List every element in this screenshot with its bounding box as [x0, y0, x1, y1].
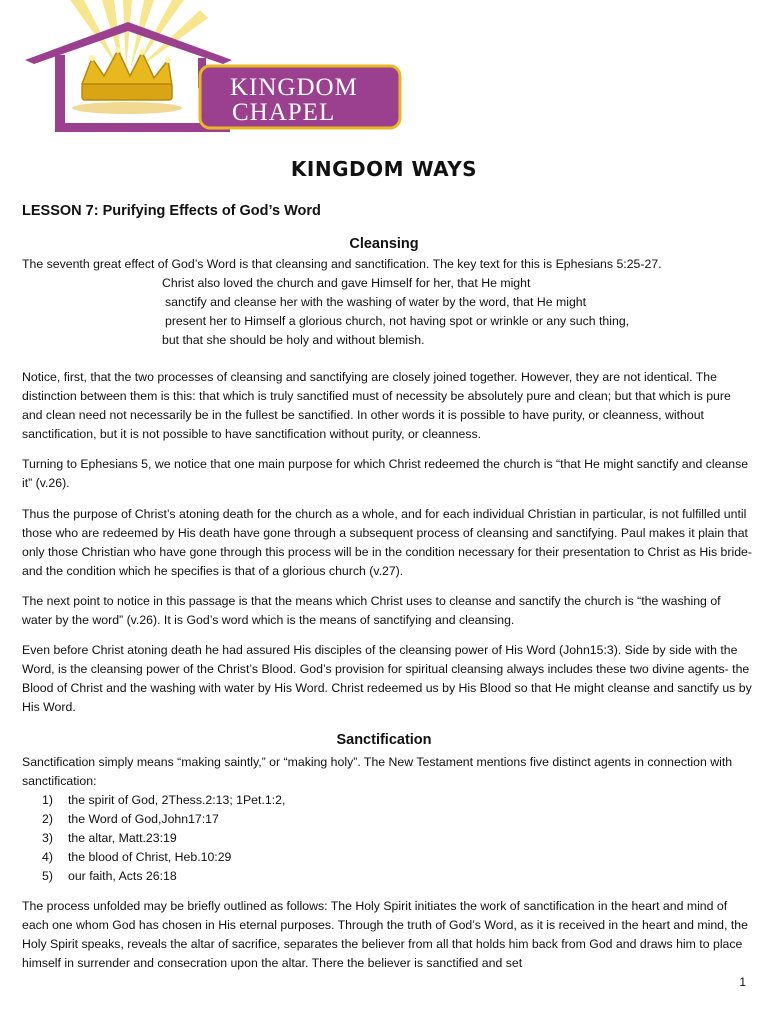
lesson-heading: LESSON 7: Purifying Effects of God’s Word — [22, 203, 321, 219]
list-item: 1) the spirit of God, 2Thess.2:13; 1Pet.1:2, — [42, 793, 286, 807]
paragraph-1: Notice, first, that the two processes of cleansing and sanctifying are closely joined together. However, they are not identical. The distinction between them is this: that which is truly sanctified must of necessity be absolutely pure and clean; but that which is pure and clean need not necessarily be in the fullest be sanctified. In other words it is possible to have purity, or cleanness, without sanctification, but it is not possible to have sanctification without purity, or cleanness. — [22, 370, 731, 441]
list-item: 5) our faith, Acts 26:18 — [42, 869, 177, 883]
logo-text-line1: KINGDOM — [230, 74, 358, 101]
closing-paragraph: The process unfolded may be briefly outlined as follows: The Holy Spirit initiates the work of sanctification in the heart and mind of each one whom God has chosen in His eternal purposes. Through the truth of God’s Word, as it is received in the heart and mind, the Holy Spirit speaks, reveals the altar of sacrifice, separates the believer from all that holds him back from God and draws him to place himself in surrender and consecration upon the altar. There the believer is sanctified and set — [22, 899, 748, 970]
document-title: KINGDOM WAYS — [290, 157, 478, 181]
list-item: 3) the altar, Matt.23:19 — [42, 831, 177, 845]
quote-line-1: Christ also loved the church and gave Himself for her, that He might — [162, 276, 531, 290]
paragraph-4: The next point to notice in this passage is that the means which Christ uses to cleanse and sanctify the church is “the washing of water by the word” (v.26). It is God’s word which is the means of sanctifying and cleansing. — [22, 594, 721, 627]
paragraph-2: Turning to Ephesians 5, we notice that one main purpose for which Christ redeemed the church is “that He might sanctify and cleanse it” (v.26). — [22, 457, 749, 490]
sanctification-intro: Sanctification simply means “making saintly,” or “making holy”. The New Testament mentions five distinct agents in connection with sanctification: — [22, 755, 733, 788]
paragraph-5: Even before Christ atoning death he had assured His disciples of the cleansing power of His Word (John15:3). Side by side with the Word, is the cleansing power of the Christ’s Blood. God’s provision for spiritual cleansing always includes these two divine agents- the Blood of Christ and the washing with water by His Word. Christ redeemed us by His Blood so that He might cleanse and sanctify us by His Word. — [22, 643, 752, 714]
quote-line-4: but that she should be holy and without blemish. — [162, 333, 425, 347]
kingdom-chapel-logo — [20, 0, 410, 135]
logo-text-line2: CHAPEL — [232, 99, 336, 126]
section-heading-sanctification: Sanctification — [336, 732, 432, 748]
page-number: 1 — [739, 975, 746, 989]
quote-line-3: present her to Himself a glorious church, not having spot or wrinkle or any such thing, — [165, 314, 630, 328]
list-item: 2) the Word of God,John17:17 — [42, 812, 219, 826]
quote-line-2: sanctify and cleanse her with the washing of water by the word, that He might — [165, 295, 587, 309]
section-heading-cleansing: Cleansing — [349, 236, 419, 252]
cleansing-intro: The seventh great effect of God’s Word is that cleansing and sanctification. The key text for this is Ephesians 5:25-27. — [22, 257, 662, 271]
list-item: 4) the blood of Christ, Heb.10:29 — [42, 850, 232, 864]
agents-list — [42, 791, 285, 886]
paragraph-3: Thus the purpose of Christ’s atoning death for the church as a whole, and for each individual Christian in particular, is not fulfilled until those who are redeemed by His death have gone through a subsequent process of cleansing and sanctifying. Paul makes it plain that only those Christian who have gone through this process will be in the condition necessary for their presentation to Christ as His bride- and the condition which he specifies is that of a glorious church (v.27). — [22, 507, 752, 578]
